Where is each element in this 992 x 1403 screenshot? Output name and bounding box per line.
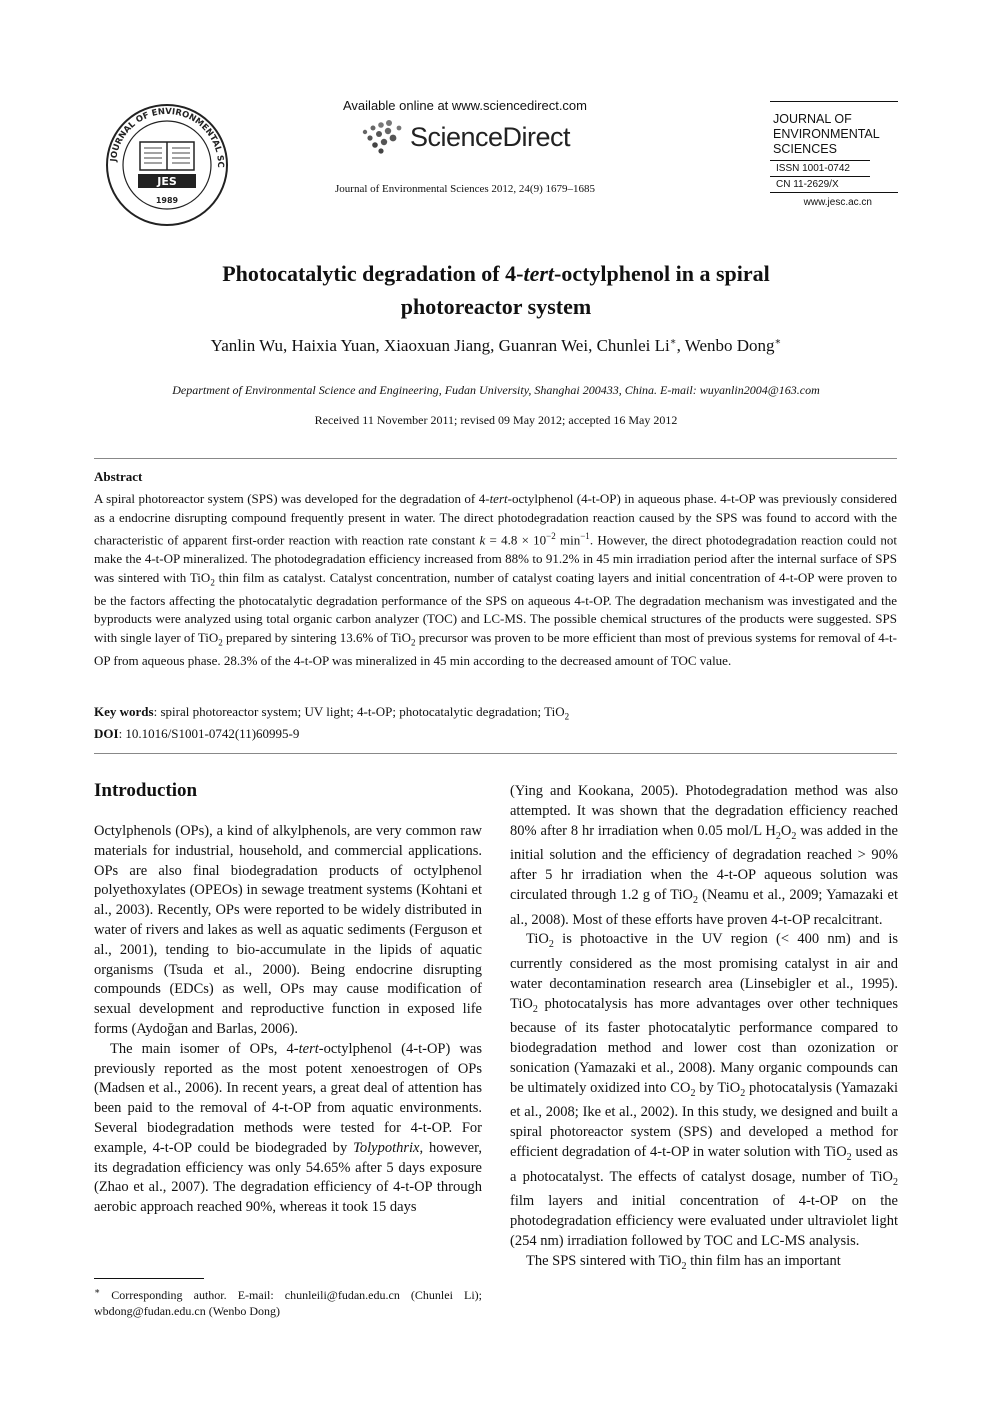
journal-name-line: ENVIRONMENTAL — [773, 127, 880, 141]
paragraph: Octylphenols (OPs), a kind of alkylphenols, are very common raw materials for industrial, household, and commercial applications. OPs are also final biodegradation products of octylphenol polyethoxylates (OPEOs) in sewage treatment systems (Kohtani et al., 2003). Recently, OPs were reported to be widely distributed in water of rivers and lakes as well as aquatic sediments (Ferguson et al., 2001), tending to bio-accumulate in the lipids of aquatic organisms (Tsuda et al., 2000). Being endocrine disrupting compounds (EDCs) as well, OPs may cause modification of sexual development and reproductive function in exposed life forms (Aydoğan and Barlas, 2006). — [94, 823, 482, 1037]
seal-ring-text: JOURNAL OF ENVIRONMENTAL SC — [109, 106, 226, 168]
doi: DOI: 10.1016/S1001-0742(11)60995-9 — [94, 726, 300, 741]
seal-year: 1989 — [155, 196, 179, 205]
available-online-text: Available online at www.sciencedirect.com — [343, 98, 587, 113]
author-list: Yanlin Wu, Haixia Yuan, Xiaoxuan Jiang, Guanran Wei, Chunlei Li∗, Wenbo Dong∗ — [210, 336, 782, 355]
article-title: Photocatalytic degradation of 4-tert-octylphenol in a spiral photoreactor system — [222, 261, 770, 319]
journal-info-box — [770, 101, 898, 208]
corresponding-mark: ∗ — [774, 336, 782, 348]
divider — [94, 458, 897, 459]
paragraph: The SPS sintered with TiO$_2$ thin film has an important — [526, 1252, 841, 1272]
paragraph: (Ying and Kookana, 2005). Photodegradation method was also attempted. It was shown that the degradation efficiency reached 80% after 8 hr irradiation when 0.05 mol/L $H_2O_2$ was added in the initial solution and the efficiency of degradation reached > 90% after 5 hr irradiation when the 4-t-OP aqueous solution was circulated through 1.2 g of TiO$_2$ (Neamu et al., 2009; Yamazaki et al., 2008). Most of these efforts have proven 4-t-OP recalcitrant. — [510, 783, 898, 928]
journal-issn: ISSN 1001-0742 — [770, 160, 870, 176]
corresponding-mark: ∗ — [669, 336, 677, 348]
journal-cn: CN 11-2629/X — [770, 176, 870, 192]
abstract-body: A spiral photoreactor system (SPS) was developed for the degradation of 4-tert-octylphenol (4-t-OP) in aqueous phase. 4-t-OP was previously considered as a endocrine disrupting compound frequently present in water. The direct photodegradation reaction caused by the SPS was found to accord with the characteristic of apparent first-order reaction with reaction rate constant $k = 4.8 \times 10^{-2}$ $\min^{-1}$. However, the direct photodegradation reaction could not make the 4-t-OP mineralized. The photodegradation efficiency increased from 88% to 91.2% in 45 min irradiation period after the internal surface of SPS was sintered with TiO$_2$ thin film as catalyst. Catalyst concentration, number of catalyst coating layers and initial concentration of 4-t-OP were proven to be the factors affecting the photocatalytic degradation performance of the SPS on aqueous 4-t-OP. The degradation mechanism was investigated and the byproducts were analyzed using total organic carbon analyzer (TOC) and LC-MS. The possible chemical structures of the products were suggested. SPS with single layer of TiO$_2$ prepared by sintering 13.6% of TiO$_2$ precursor was proven to be more efficient than most of previous systems for removal of 4-t-OP from aqueous phase. 28.3% of the 4-t-OP was mineralized in 45 min according to the decreased amount of TOC value. — [94, 491, 897, 669]
introduction-heading: Introduction — [94, 780, 198, 801]
footnote-rule — [94, 1278, 204, 1279]
article-dates: Received 11 November 2011; revised 09 May 2012; accepted 16 May 2012 — [314, 413, 678, 427]
body-column-right — [510, 782, 898, 1276]
paragraph: The main isomer of OPs, 4-tert-octylphenol (4-t-OP) was previously reported as the most potent xenoestrogen of OPs (Madsen et al., 2006). In recent years, a great deal of attention has been paid to the removal of 4-t-OP from aquatic environments. Several biodegradation methods were tested for 4-t-OP. For example, 4-t-OP could be biodegraded by Tolypothrix, however, its degradation efficiency was only 54.65% after 5 days exposure (Zhao et al., 2007). The degradation efficiency of 4-t-OP through aerobic approach reached 90%, whereas it took 15 days — [94, 1040, 482, 1216]
sciencedirect-dots-icon — [355, 118, 415, 158]
journal-name-line: JOURNAL OF — [773, 112, 852, 126]
body-column-left — [94, 822, 482, 1218]
abstract-heading: Abstract — [94, 469, 143, 484]
journal-website: www.jesc.ac.cn — [770, 192, 898, 208]
divider — [94, 753, 897, 754]
seal-abbr: JES — [157, 175, 177, 188]
sciencedirect-wordmark: ScienceDirect — [410, 122, 571, 152]
keywords: Key words: spiral photoreactor system; UV light; 4-t-OP; photocatalytic degradation; TiO$_2$ — [94, 704, 570, 722]
journal-name-line: SCIENCES — [773, 142, 837, 156]
journal-name — [770, 102, 898, 160]
paragraph: TiO$_2$ is photoactive in the UV region (< 400 nm) and is currently considered as the most promising catalyst in air and water decontamination research area (Linsebigler et al., 1995). TiO$_2$ photocatalysis has more advantages over other techniques because of its faster photocatalytic performance compared to biodegradation method and lower cost than ozonization or sonication (Yamazaki et al., 2008). Many organic compounds can be ultimately oxidized into $CO_2$ by TiO$_2$ photocatalysis (Yamazaki et al., 2008; Ike et al., 2002). In this study, we designed and built a spiral photoreactor system (SPS) and developed a method for efficient degradation of 4-t-OP in water solution with TiO$_2$ used as a photocatalyst. The effects of catalyst dosage, number of TiO$_2$ film layers and initial concentration of 4-t-OP on the photodegradation efficiency were evaluated under ultraviolet light (254 nm) irradiation followed by TOC and LC-MS analysis. — [510, 931, 898, 1249]
corresponding-author-footnote: ∗ Corresponding author. E-mail: chunleili@fudan.edu.cn (Chunlei Li); wbdong@fudan.edu.cn (Wenbo Dong) — [94, 1286, 482, 1318]
journal-citation: Journal of Environmental Sciences 2012, 24(9) 1679–1685 — [335, 183, 595, 195]
affiliation: Department of Environmental Science and Engineering, Fudan University, Shanghai 200433, China. E-mail: wuyanlin2004@163.com — [172, 383, 820, 397]
journal-seal-logo — [104, 102, 230, 228]
